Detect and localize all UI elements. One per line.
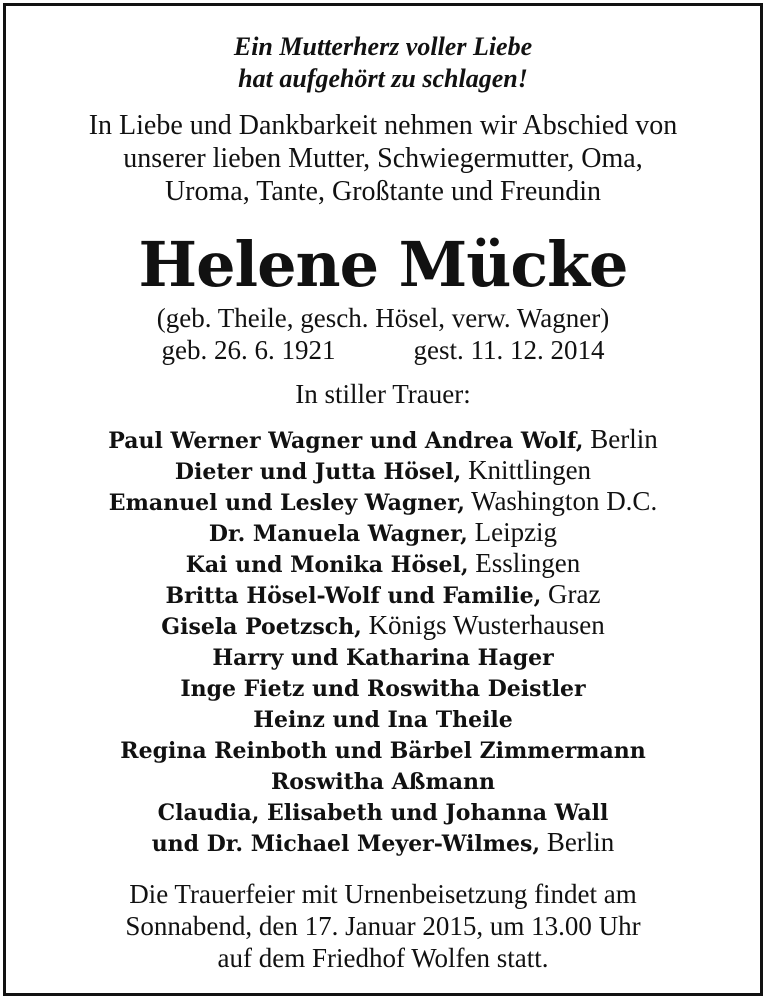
mourner-line bbox=[6, 734, 760, 767]
mourner-names: Claudia, Elisabeth und Johanna Wall bbox=[157, 800, 609, 826]
quote-line-1: Ein Mutterherz voller Liebe bbox=[233, 32, 533, 61]
mourner-line bbox=[6, 610, 760, 643]
mourner-names: Dr. Manuela Wagner, bbox=[208, 521, 468, 547]
mourner-place: Knittlingen bbox=[461, 455, 592, 485]
mourner-names: und Dr. Michael Meyer-Wilmes, bbox=[151, 831, 541, 857]
mourning-heading: In stiller Trauer: bbox=[295, 379, 471, 409]
mourner-names: Heinz und Ina Theile bbox=[253, 707, 513, 733]
intro-line-1: In Liebe und Dankbarkeit nehmen wir Abschied von bbox=[88, 110, 678, 141]
mourner-place: Königs Wusterhausen bbox=[361, 610, 605, 640]
mourner-line bbox=[6, 424, 760, 457]
mourner-line bbox=[6, 548, 760, 581]
mourner-line bbox=[6, 827, 760, 860]
mourner-line bbox=[6, 796, 760, 829]
mourner-place: Graz bbox=[541, 579, 601, 609]
closing-line-2: Sonnabend, den 17. Januar 2015, um 13.00 Uhr bbox=[125, 911, 641, 941]
mourner-line bbox=[6, 641, 760, 674]
mourner-names: Dieter und Jutta Hösel, bbox=[174, 459, 462, 485]
mourner-line bbox=[6, 765, 760, 798]
mourner-line bbox=[6, 579, 760, 612]
intro-line-2: unserer lieben Mutter, Schwiegermutter, Oma, bbox=[123, 143, 643, 174]
closing-line-3: auf dem Friedhof Wolfen statt. bbox=[217, 943, 549, 973]
deceased-maiden-names: (geb. Theile, gesch. Hösel, verw. Wagner) bbox=[156, 303, 610, 333]
mourner-place: Berlin bbox=[583, 424, 658, 454]
closing-line-1: Die Trauerfeier mit Urnenbeisetzung findet am bbox=[129, 879, 637, 909]
mourner-names: Emanuel und Lesley Wagner, bbox=[108, 490, 465, 516]
birth-date: geb. 26. 6. 1921 bbox=[161, 335, 336, 365]
mourner-line bbox=[6, 517, 760, 550]
obituary-frame bbox=[3, 3, 763, 996]
quote-line-2: hat aufgehört zu schlagen! bbox=[238, 64, 528, 93]
death-date: gest. 11. 12. 2014 bbox=[413, 335, 605, 365]
deceased-name: Helene Mücke bbox=[138, 228, 628, 301]
mourner-line bbox=[6, 672, 760, 705]
mourner-names: Gisela Poetzsch, bbox=[161, 614, 362, 640]
mourner-names: Paul Werner Wagner und Andrea Wolf, bbox=[108, 428, 584, 454]
mourner-names: Inge Fietz und Roswitha Deistler bbox=[180, 676, 586, 702]
mourner-place: Leipzig bbox=[467, 517, 558, 547]
life-dates bbox=[6, 335, 760, 366]
mourner-names: Roswitha Aßmann bbox=[270, 769, 496, 795]
intro-line-3: Uroma, Tante, Großtante und Freundin bbox=[164, 176, 602, 207]
mourner-place: Berlin bbox=[540, 827, 615, 857]
mourner-line bbox=[6, 455, 760, 488]
mourner-place: Washington D.C. bbox=[464, 486, 658, 516]
mourner-place: Esslingen bbox=[468, 548, 581, 578]
mourner-names: Regina Reinboth und Bärbel Zimmermann bbox=[120, 738, 646, 764]
mourner-names: Harry und Katharina Hager bbox=[212, 645, 554, 671]
mourner-line bbox=[6, 703, 760, 736]
mourner-names: Kai und Monika Hösel, bbox=[185, 552, 469, 578]
mourner-names: Britta Hösel-Wolf und Familie, bbox=[165, 583, 542, 609]
mourner-line bbox=[6, 486, 760, 519]
